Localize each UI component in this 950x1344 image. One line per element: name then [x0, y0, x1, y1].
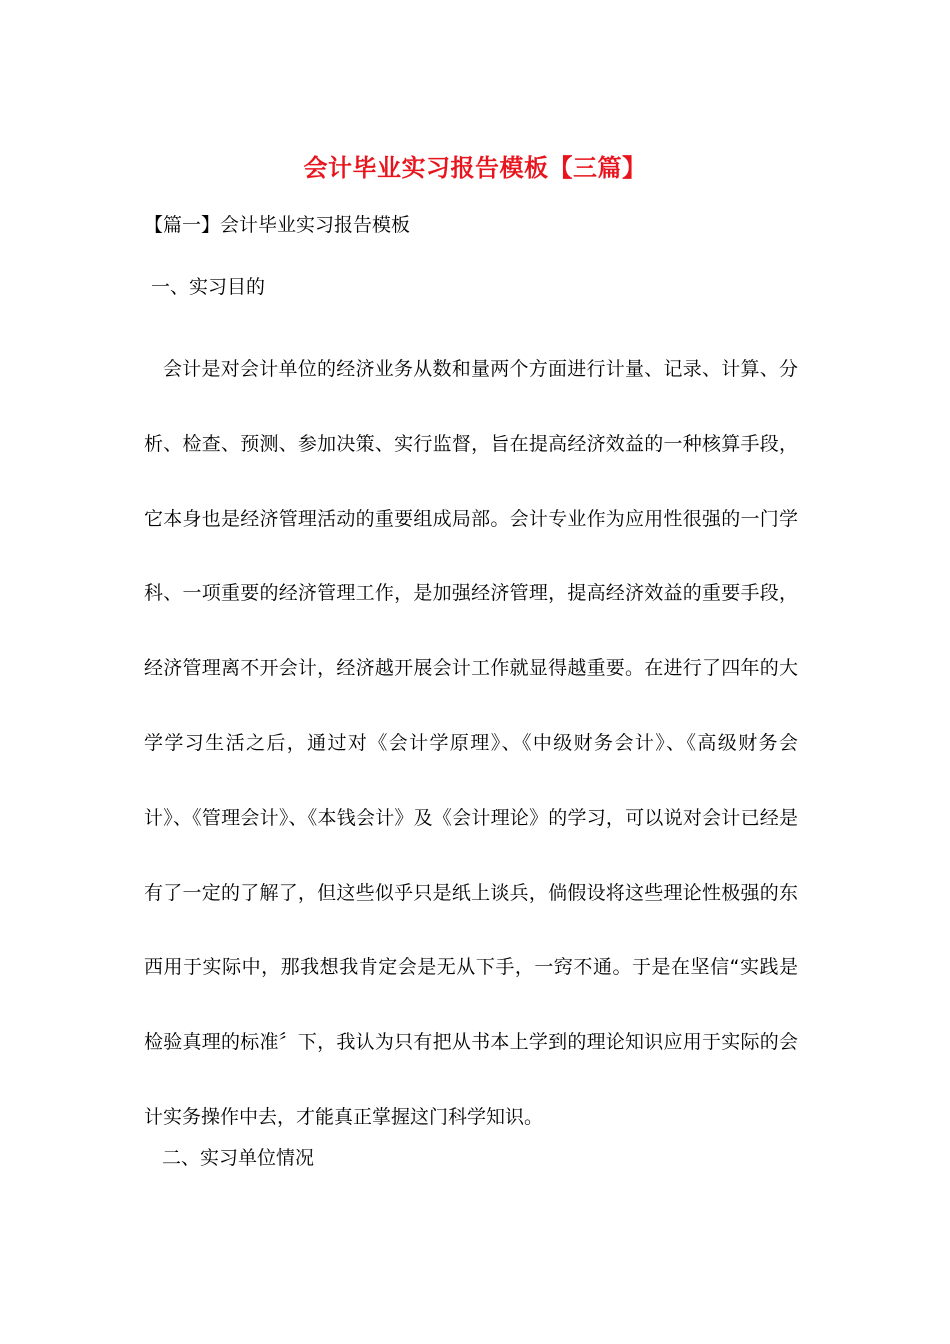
document-title: 会计毕业实习报告模板【三篇】 [303, 154, 647, 182]
section-heading-purpose: 一、实习目的 [151, 276, 266, 298]
section-body-purpose: 会计是对会计单位的经济业务从数和量两个方面进行计量、记录、计算、分析、检查、预测、参加决策、实行监督，旨在提高经济效益的一种核算手段，它本身也是经济管理活动的重要组成局部。会计专业作为应用性很强的一门学科、一项重要的经济管理工作，是加强经济管理，提高经济效益的重要手段，经济管理离不开会计，经济越开展会计工作就显得越重要。在进行了四年的大学学习生活之后，通过对《会计学原理》、《中级财务会计》、《高级财务会计》、《管理会计》、《本钱会计》及《会计理论》的学习，可以说对会计已经是有了一定的了解了，但这些似乎只是纸上谈兵，倘假设将这些理论性极强的东西用于实际中，那我想我肯定会是无从下手，一窍不通。于是在坚信“实践是检验真理的标准〞下，我认为只有把从书本上学到的理论知识应用于实际的会计实务操作中去，才能真正掌握这门科学知识。 [144, 358, 798, 1128]
section-heading-unit: 二、实习单位情况 [162, 1147, 315, 1169]
part-heading: 【篇一】会计毕业实习报告模板 [144, 214, 411, 236]
